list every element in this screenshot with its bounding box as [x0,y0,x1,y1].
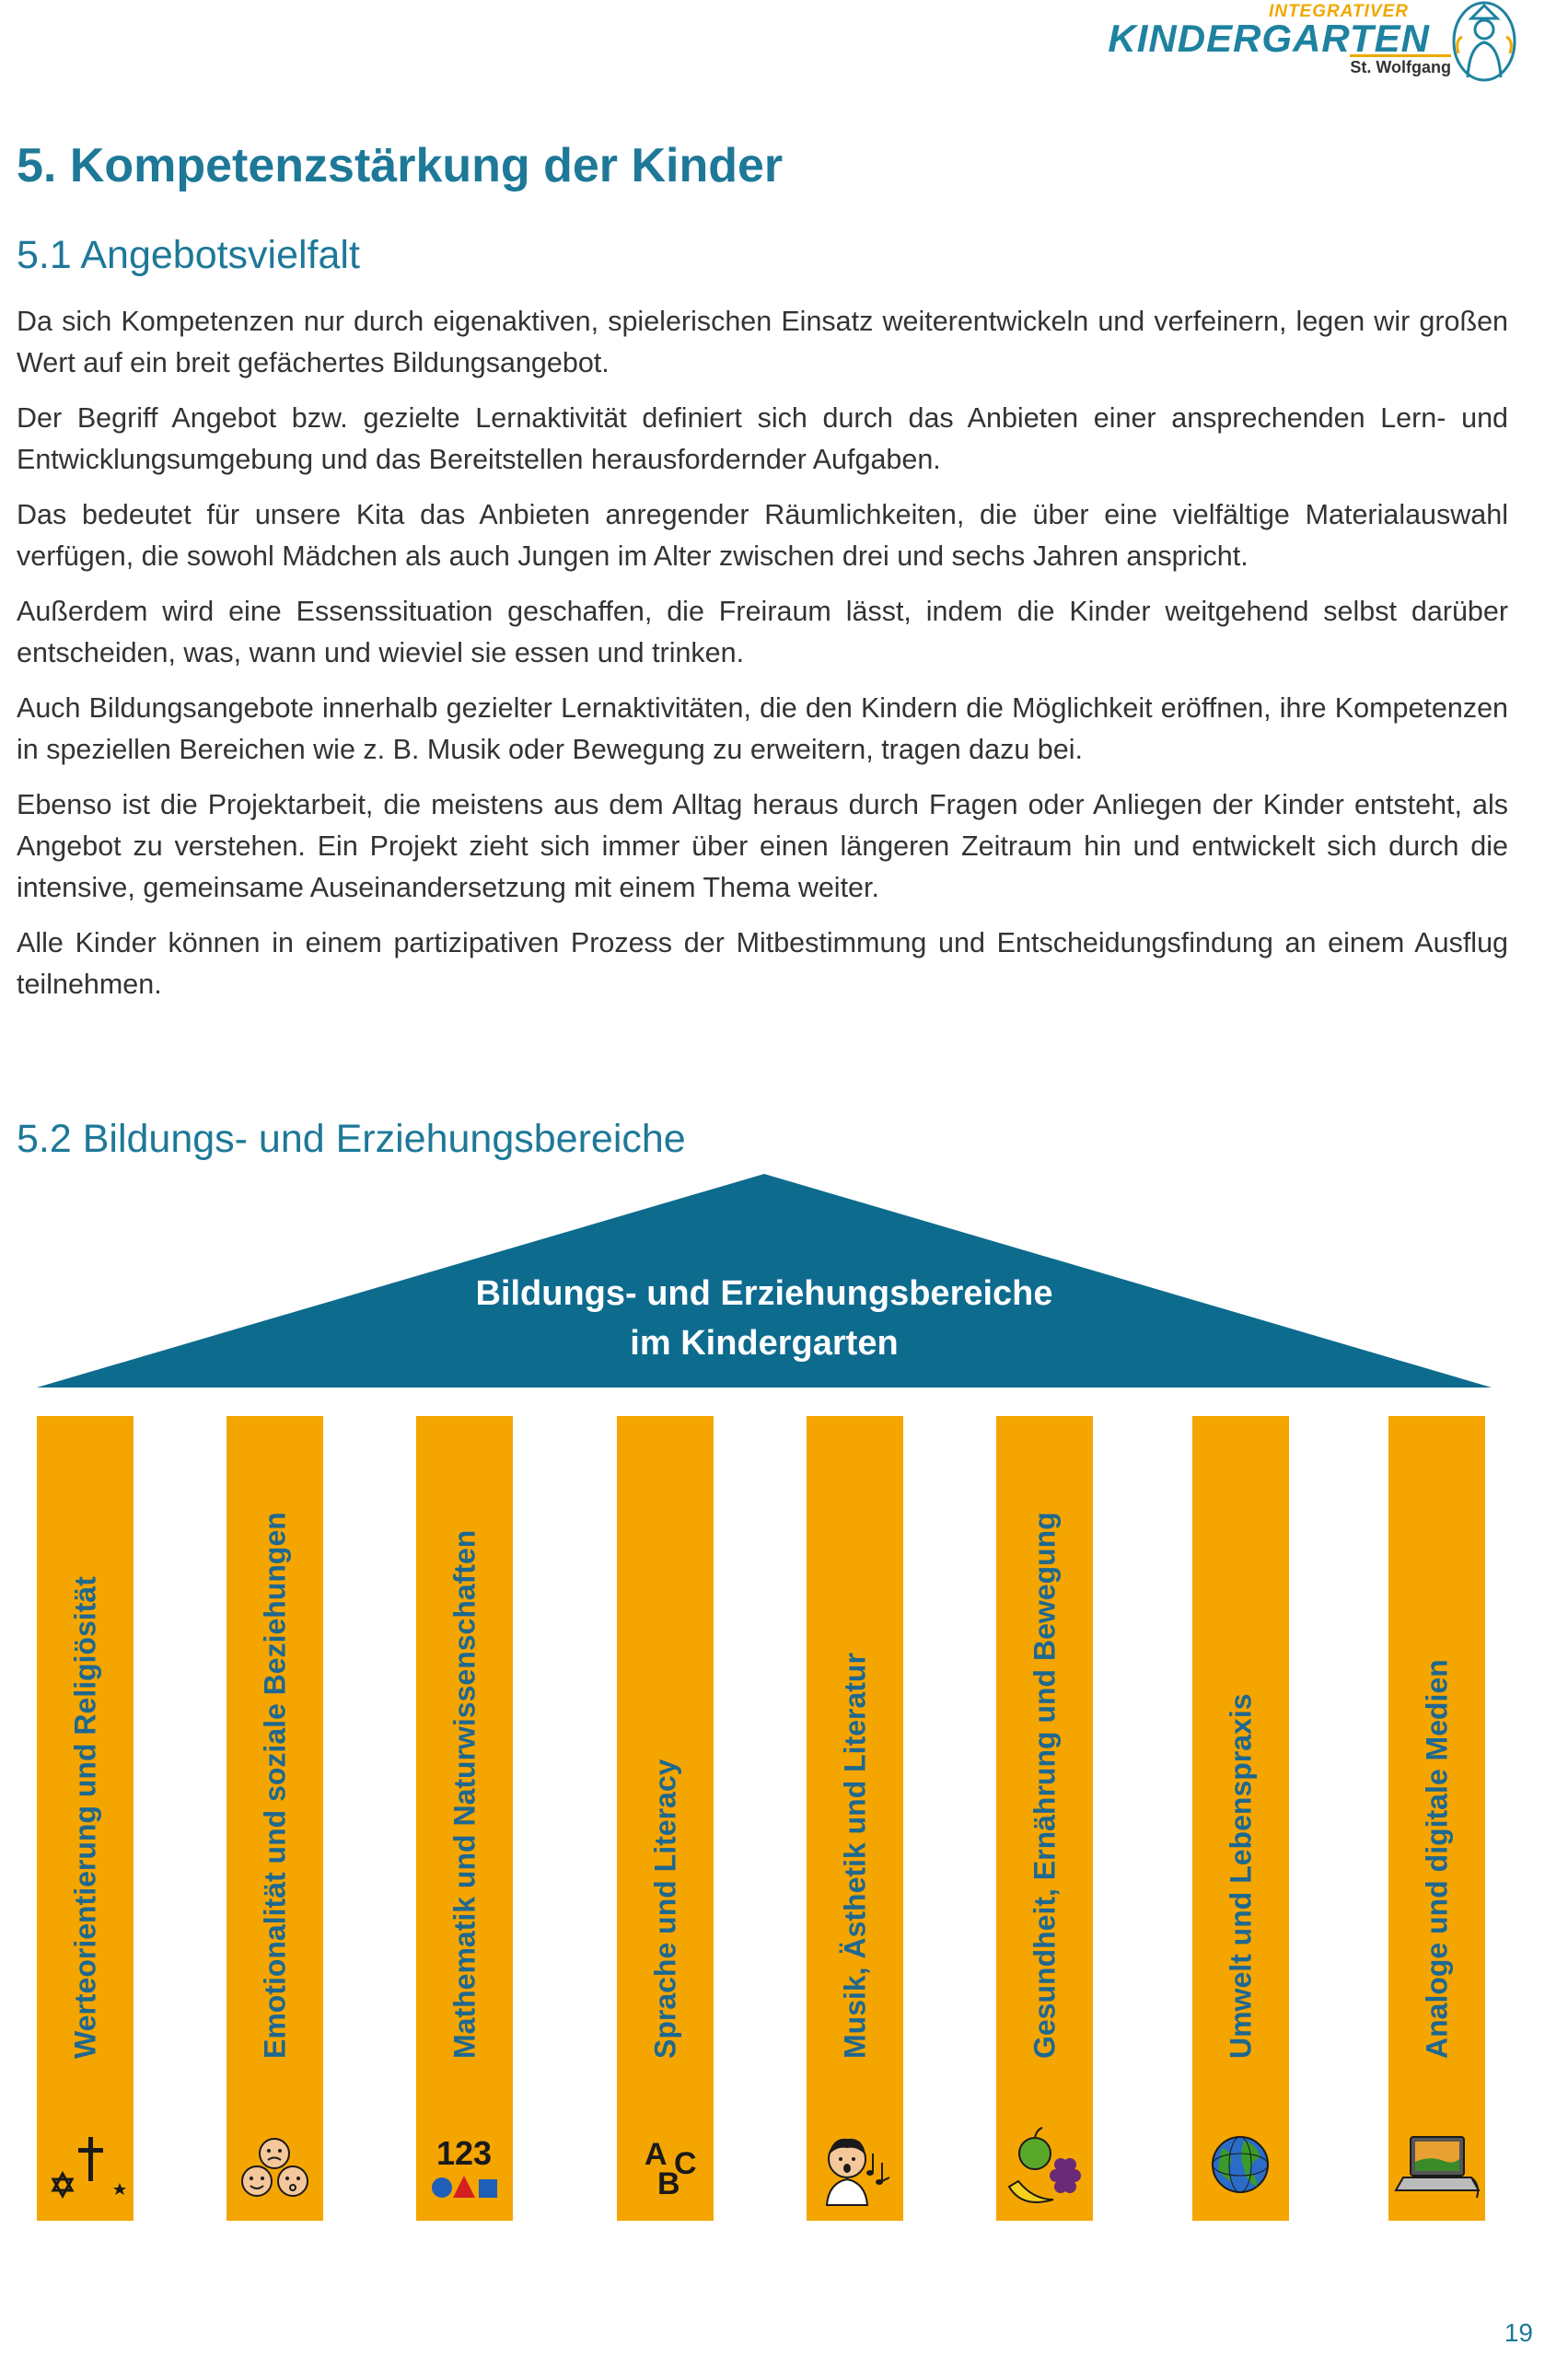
pillar-mathematik [416,1416,513,2221]
page-number: 19 [1504,2318,1533,2347]
roof-title-line2: im Kindergarten [630,1324,899,1363]
section-title-angebotsvielfalt: 5.1 Angebotsvielfalt [17,233,360,277]
pillar-werteorientierung [37,1416,134,2221]
svg-text:B: B [657,2166,680,2201]
laptop-icon [1388,2120,1485,2212]
paragraph: Da sich Kompetenzen nur durch eigenaktiven, spielerischen Einsatz weiterentwickeln und verfeinern, legen wir großen Wert auf ein breit gefächertes Bildungsangebot. [17,306,1508,378]
pillar-umwelt [1192,1416,1289,2221]
fruit-icon [996,2120,1093,2212]
pillar-label: Analoge und digitale Medien [1420,1659,1453,2059]
pillar-musik [807,1416,903,2221]
paragraph: Auch Bildungsangebote innerhalb gezielter Lernaktivitäten, die den Kindern die Möglichkeit eröffnen, ihre Kompetenzen in speziellen Bereichen wie z. B. Musik oder Bewegung zu erweitern, tragen dazu bei. [17,692,1508,765]
pillar-medien [1388,1416,1485,2221]
pillar-label: Emotionalität und soziale Beziehungen [258,1512,291,2059]
kindergarten-logo [1108,0,1517,87]
pillar-emotionalitaet [226,1416,323,2221]
logo-line-integrativer: INTEGRATIVER [1268,2,1409,21]
page-heading: 5. Kompetenzstärkung der Kinder [17,139,784,192]
paragraph: Das bedeutet für unsere Kita das Anbieten anregender Räumlichkeiten, die über eine vielfältige Materialauswahl verfügen, die sowohl Mädchen als auch Jungen im Alter zwischen drei und sechs Jahren anspricht. [17,499,1508,572]
logo-line-st-wolfgang: St. Wolfgang [1350,58,1451,77]
religion-symbols-icon [37,2120,134,2212]
numbers-shapes-icon [416,2120,513,2212]
faces-icon [226,2120,323,2212]
paragraph: Der Begriff Angebot bzw. gezielte Lernaktivität definiert sich durch das Anbieten einer ansprechenden Lern- und Entwicklungsumgebung und das Bereitstellen herausfordernder Aufgaben. [17,402,1508,475]
svg-text:C: C [674,2146,697,2181]
globe-icon [1192,2120,1289,2212]
saint-wolfgang-icon [1451,0,1517,83]
pillar-label: Musik, Ästhetik und Literatur [838,1653,871,2059]
roof-title-line1: Bildungs- und Erziehungsbereiche [475,1274,1053,1313]
pillar-label: Umwelt und Lebenspraxis [1224,1693,1257,2059]
logo-line-kindergarten: KINDERGARTEN [1108,17,1430,60]
roof-title [37,1269,1492,1368]
svg-text:A: A [645,2137,668,2172]
section-title-bildungsbereiche: 5.2 Bildungs- und Erziehungsbereiche [17,1117,686,1161]
letters-icon [617,2120,714,2212]
paragraph: Außerdem wird eine Essenssituation geschaffen, die Freiraum lässt, indem die Kinder weitgehend selbst darüber entscheiden, was, wann und wieviel sie essen und trinken. [17,596,1508,668]
body-text [17,301,1508,1019]
paragraph: Ebenso ist die Projektarbeit, die meistens aus dem Alltag heraus durch Fragen oder Anliegen der Kinder entsteht, als Angebot zu verstehen. Ein Projekt zieht sich immer über einen längeren Zeitraum hin und entwickelt sich durch die intensive, gemeinsame Auseinandersetzung mit einem Thema weiter. [17,789,1508,903]
paragraph: Alle Kinder können in einem partizipativen Prozess der Mitbestimmung und Entscheidungsfindung an einem Ausflug teilnehmen. [17,927,1508,1000]
pillar-label: Mathematik und Naturwissenschaften [447,1529,481,2059]
pillar-sprache [617,1416,714,2221]
pillar-label: Werteorientierung und Religiösität [68,1576,101,2059]
pillar-gesundheit [996,1416,1093,2221]
pillar-label: Gesundheit, Ernährung und Bewegung [1028,1512,1061,2059]
pillar-label: Sprache und Literacy [648,1759,681,2059]
numbers-text: 123 [436,2134,493,2172]
singing-child-icon [807,2120,903,2212]
